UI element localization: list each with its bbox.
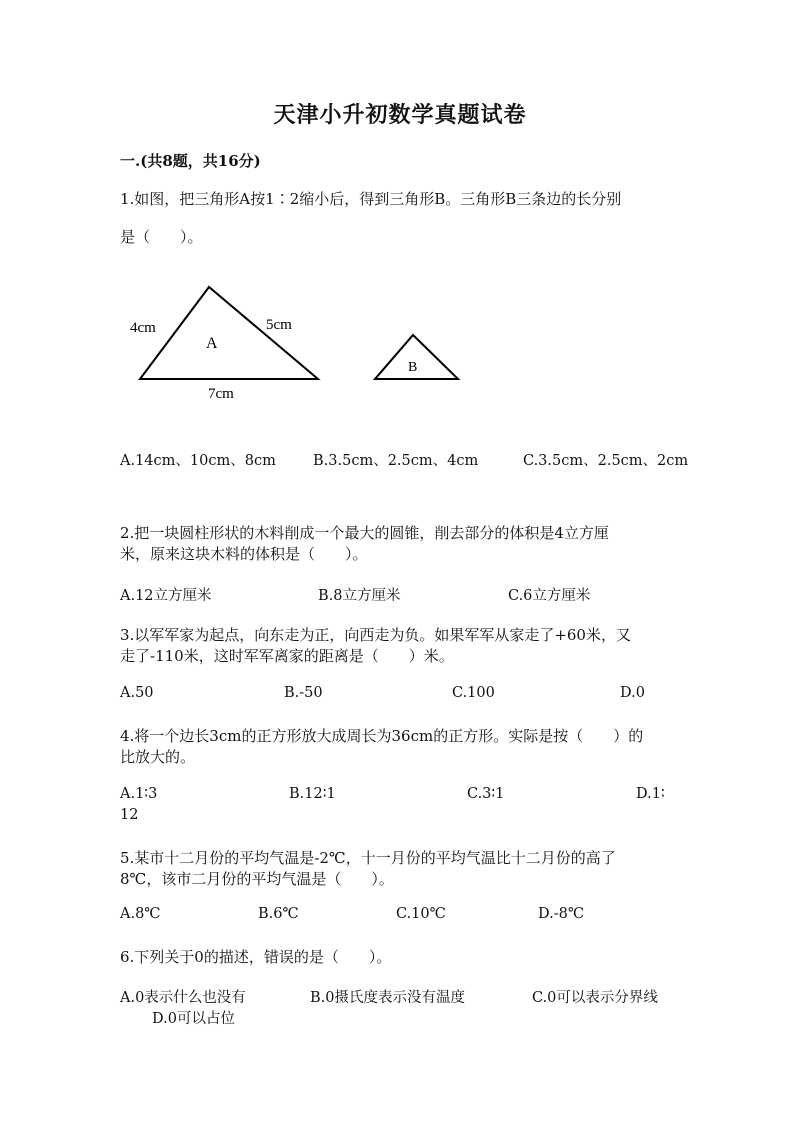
question-4-option-d-wrap: 12 xyxy=(120,807,139,823)
page-title: 天津小升初数学真题试卷 xyxy=(273,102,527,128)
question-4-option-c[interactable]: C.3∶1 xyxy=(467,786,505,802)
question-4-option-b[interactable]: B.12∶1 xyxy=(289,786,336,802)
question-2-option-c[interactable]: C.6立方厘米 xyxy=(508,588,591,604)
question-2-option-a[interactable]: A.12立方厘米 xyxy=(120,588,212,604)
question-2-text: 2.把一块圆柱形状的木料削成一个最大的圆锥，削去部分的体积是4立方厘 xyxy=(120,524,609,542)
triangle-figure xyxy=(120,278,480,408)
question-2-text-cont: 米，原来这块木料的体积是（ ）。 xyxy=(120,545,368,563)
question-3-option-c[interactable]: C.100 xyxy=(452,685,495,701)
triangle-a-label: A xyxy=(206,335,218,352)
question-1-option-b[interactable]: B.3.5cm、2.5cm、4cm xyxy=(313,453,479,469)
side-bottom-label: 7cm xyxy=(208,386,234,402)
question-1-option-c[interactable]: C.3.5cm、2.5cm、2cm xyxy=(523,453,689,469)
triangle-a xyxy=(140,287,318,379)
question-6-option-a[interactable]: A.0表示什么也没有 xyxy=(120,990,246,1006)
question-5-text-cont: 8℃，该市二月份的平均气温是（ ）。 xyxy=(120,870,394,888)
question-4-text: 4.将一个边长3cm的正方形放大成周长为36cm的正方形。实际是按（ ）的 xyxy=(120,727,644,745)
question-2-option-b[interactable]: B.8立方厘米 xyxy=(318,588,401,604)
question-5-option-d[interactable]: D.-8℃ xyxy=(538,906,585,922)
triangle-b-label: B xyxy=(408,360,418,375)
question-6-option-c[interactable]: C.0可以表示分界线 xyxy=(532,990,658,1006)
question-3-option-b[interactable]: B.-50 xyxy=(284,685,323,701)
question-6-option-b[interactable]: B.0摄氏度表示没有温度 xyxy=(310,990,465,1006)
question-5-option-a[interactable]: A.8℃ xyxy=(120,906,161,922)
question-3-text-cont: 走了-110米，这时军军离家的距离是（ ）米。 xyxy=(120,647,454,665)
side-left-label: 4cm xyxy=(130,320,156,336)
question-6-option-d[interactable]: D.0可以占位 xyxy=(152,1011,235,1027)
question-5-option-c[interactable]: C.10℃ xyxy=(396,906,446,922)
side-right-label: 5cm xyxy=(266,317,292,333)
section-heading: 一.(共8题，共16分) xyxy=(120,152,261,170)
question-5-option-b[interactable]: B.6℃ xyxy=(258,906,299,922)
question-6-text: 6.下列关于0的描述，错误的是（ ）。 xyxy=(120,948,392,966)
question-4-text-cont: 比放大的。 xyxy=(120,748,196,766)
question-5-text: 5.某市十二月份的平均气温是-2℃，十一月份的平均气温比十二月份的高了 xyxy=(120,849,616,867)
question-3-option-a[interactable]: A.50 xyxy=(120,685,154,701)
question-4-option-a[interactable]: A.1∶3 xyxy=(120,786,158,802)
question-3-option-d[interactable]: D.0 xyxy=(620,685,645,701)
question-1-text: 1.如图，把三角形A按1∶2缩小后，得到三角形B。三角形B三条边的长分别 xyxy=(120,190,622,208)
question-3-text: 3.以军军家为起点，向东走为正，向西走为负。如果军军从家走了+60米，又 xyxy=(120,626,631,644)
question-1-option-a[interactable]: A.14cm、10cm、8cm xyxy=(120,453,276,469)
question-1-text-cont: 是（ ）。 xyxy=(120,228,203,246)
question-4-option-d[interactable]: D.1∶ xyxy=(636,786,665,802)
